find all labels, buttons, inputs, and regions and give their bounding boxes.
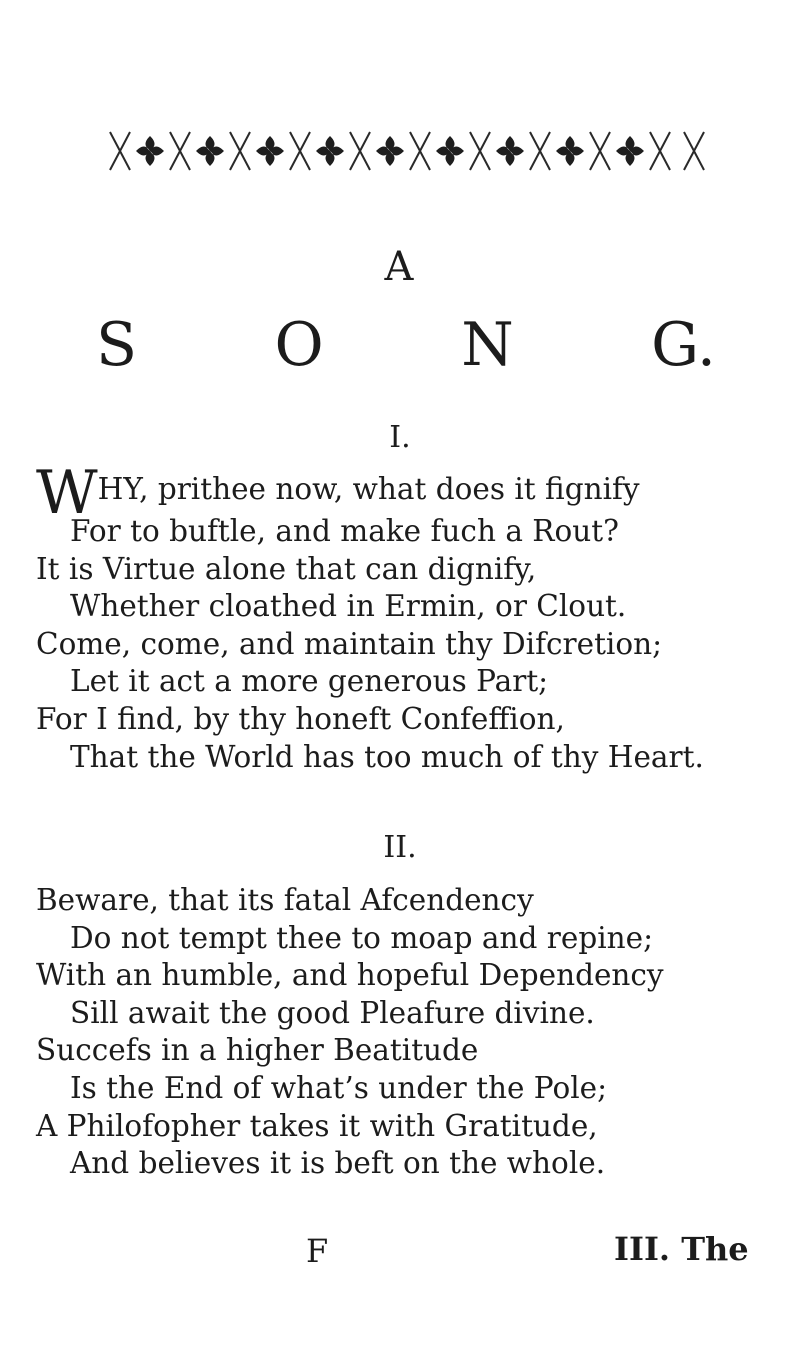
song-title [96, 310, 716, 380]
stanza-number: II. [383, 830, 417, 865]
verse-line: For I find, by thy honeft Confeffion, [36, 701, 565, 736]
verse-line: A Philofopher takes it with Gratitude, [36, 1108, 598, 1143]
verse-line: Is the End of what’s under the Pole; [70, 1070, 608, 1105]
verse-line: Do not tempt thee to moap and repine; [70, 920, 654, 955]
title-letter: S [96, 310, 138, 380]
verse-line: That the World has too much of thy Heart. [70, 739, 704, 774]
stanza-number: I. [389, 420, 411, 455]
catchword: III. The [614, 1230, 749, 1268]
verse-line: And believes it is beft on the whole. [70, 1146, 606, 1181]
verse-line: Succefs in a higher Beatitude [36, 1033, 479, 1068]
title-letter: O [274, 310, 324, 380]
verse-line: It is Virtue alone that can dignify, [36, 551, 537, 586]
signature-mark: F [306, 1232, 329, 1270]
title-letter: N [461, 310, 514, 380]
verse-line: Whether cloathed in Ermin, or Clout. [70, 589, 627, 624]
verse-line: Sill await the good Pleafure divine. [70, 995, 595, 1030]
verse-line-text: HY, prithee now, what does it fignify [97, 472, 640, 506]
verse-line [36, 458, 756, 528]
verse-line: Let it act a more generous Part; [70, 664, 549, 699]
verse-line: Come, come, and maintain thy Difcretion; [36, 626, 663, 661]
fleuron-border-icon [108, 128, 708, 174]
verse-line: For to buftle, and make fuch a Rout? [70, 514, 619, 548]
verse-line: Beware, that its fatal Afcendency [36, 883, 534, 917]
stanza-1 [36, 458, 756, 776]
title-letter: G. [651, 310, 716, 380]
drop-cap: W [36, 458, 96, 528]
verse-line: With an humble, and hopeful Dependency [36, 958, 664, 993]
title-article: A [384, 244, 416, 290]
stanza-2 [36, 882, 756, 1183]
